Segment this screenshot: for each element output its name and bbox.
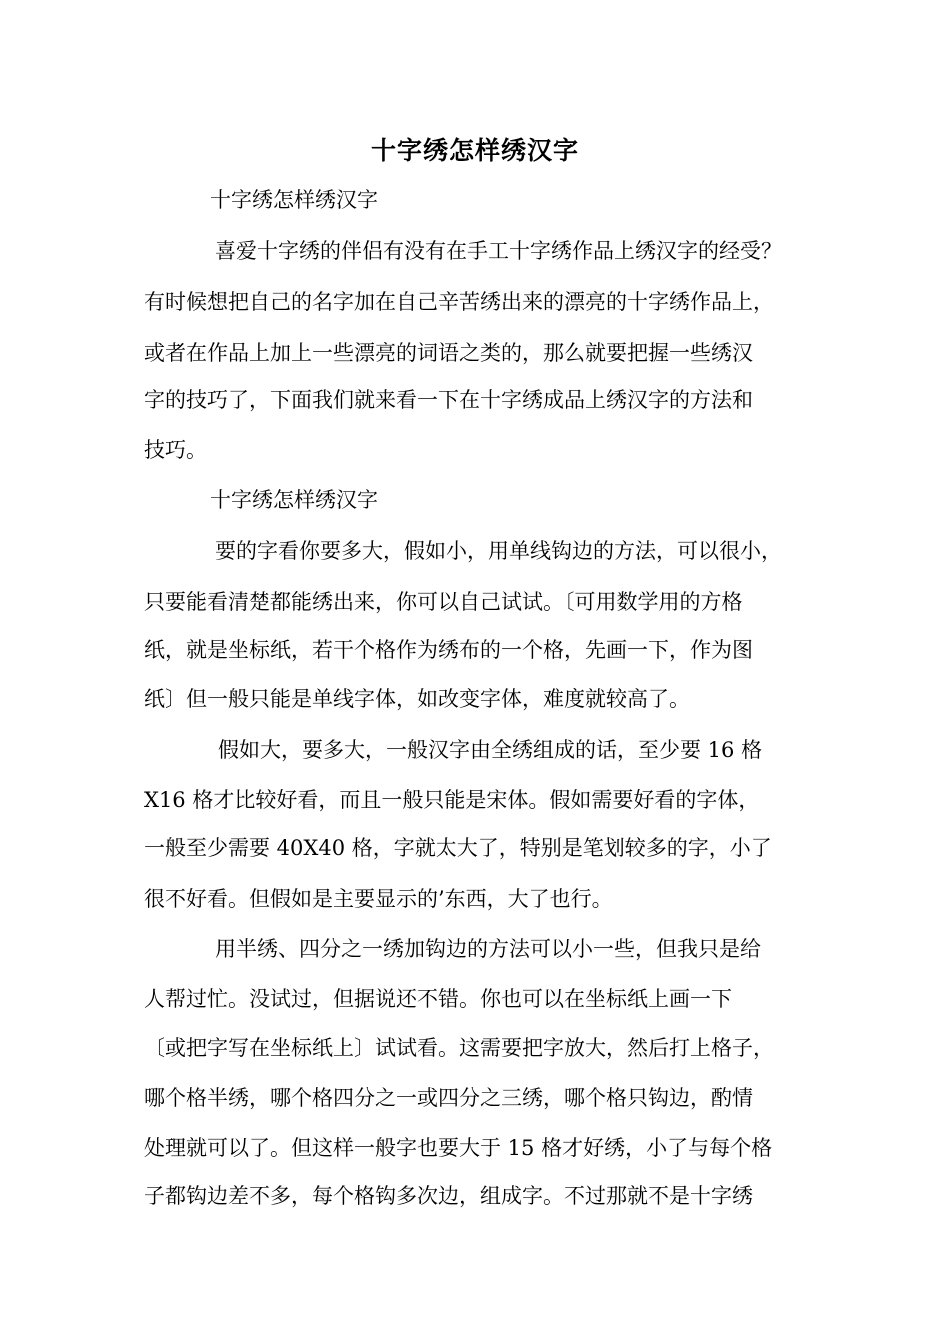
paragraph-line: 纸，就是坐标纸，若干个格作为绣布的一个格，先画一下，作为图	[144, 638, 753, 662]
section-heading: 十字绣怎样绣汉字	[210, 188, 378, 212]
paragraph-line: 〔或把字写在坐标纸上〕试试看。这需要把字放大，然后打上格子，	[144, 1036, 774, 1060]
paragraph-line: 字的技巧了，下面我们就来看一下在十字绣成品上绣汉字的方法和	[144, 388, 753, 412]
paragraph-line: 哪个格半绣，哪个格四分之一或四分之三绣，哪个格只钩边，酌情	[144, 1086, 753, 1110]
paragraph-line: 或者在作品上加上一些漂亮的词语之类的，那么就要把握一些绣汉	[144, 341, 753, 365]
paragraph-line: 处理就可以了。但这样一般字也要大于 15 格才好绣，小了与每个格	[144, 1136, 773, 1160]
section-heading: 十字绣怎样绣汉字	[210, 488, 378, 512]
paragraph-line: 只要能看清楚都能绣出来，你可以自己试试。〔可用数学用的方格	[144, 590, 743, 614]
document-title: 十字绣怎样绣汉字	[370, 136, 579, 165]
paragraph-line: 人帮过忙。没试过，但据说还不错。你也可以在坐标纸上画一下	[144, 987, 732, 1011]
paragraph-line: 很不好看。但假如是主要显示的’东西，大了也行。	[144, 887, 613, 911]
paragraph-line: X16 格才比较好看，而且一般只能是宋体。假如需要好看的字体，	[144, 788, 760, 812]
paragraph-line: 要的字看你要多大，假如小，用单线钩边的方法，可以很小，	[215, 539, 782, 563]
paragraph-line: 用半绣、四分之一绣加钩边的方法可以小一些，但我只是给	[215, 937, 761, 961]
paragraph-line: 技巧。	[144, 438, 207, 462]
paragraph-line: 有时候想把自己的名字加在自己辛苦绣出来的漂亮的十字绣作品上，	[144, 290, 774, 314]
paragraph-line: 假如大，要多大，一般汉字由全绣组成的话，至少要 16 格	[218, 738, 763, 762]
paragraph-line: 喜爱十字绣的伴侣有没有在手工十字绣作品上绣汉字的经受？	[215, 239, 782, 263]
paragraph-line: 一般至少需要 40X40 格，字就太大了，特别是笔划较多的字，小了	[144, 836, 772, 860]
paragraph-line: 纸〕但一般只能是单线字体，如改变字体，难度就较高了。	[144, 687, 690, 711]
paragraph-line: 子都钩边差不多，每个格钩多次边，组成字。不过那就不是十字绣	[144, 1184, 753, 1208]
